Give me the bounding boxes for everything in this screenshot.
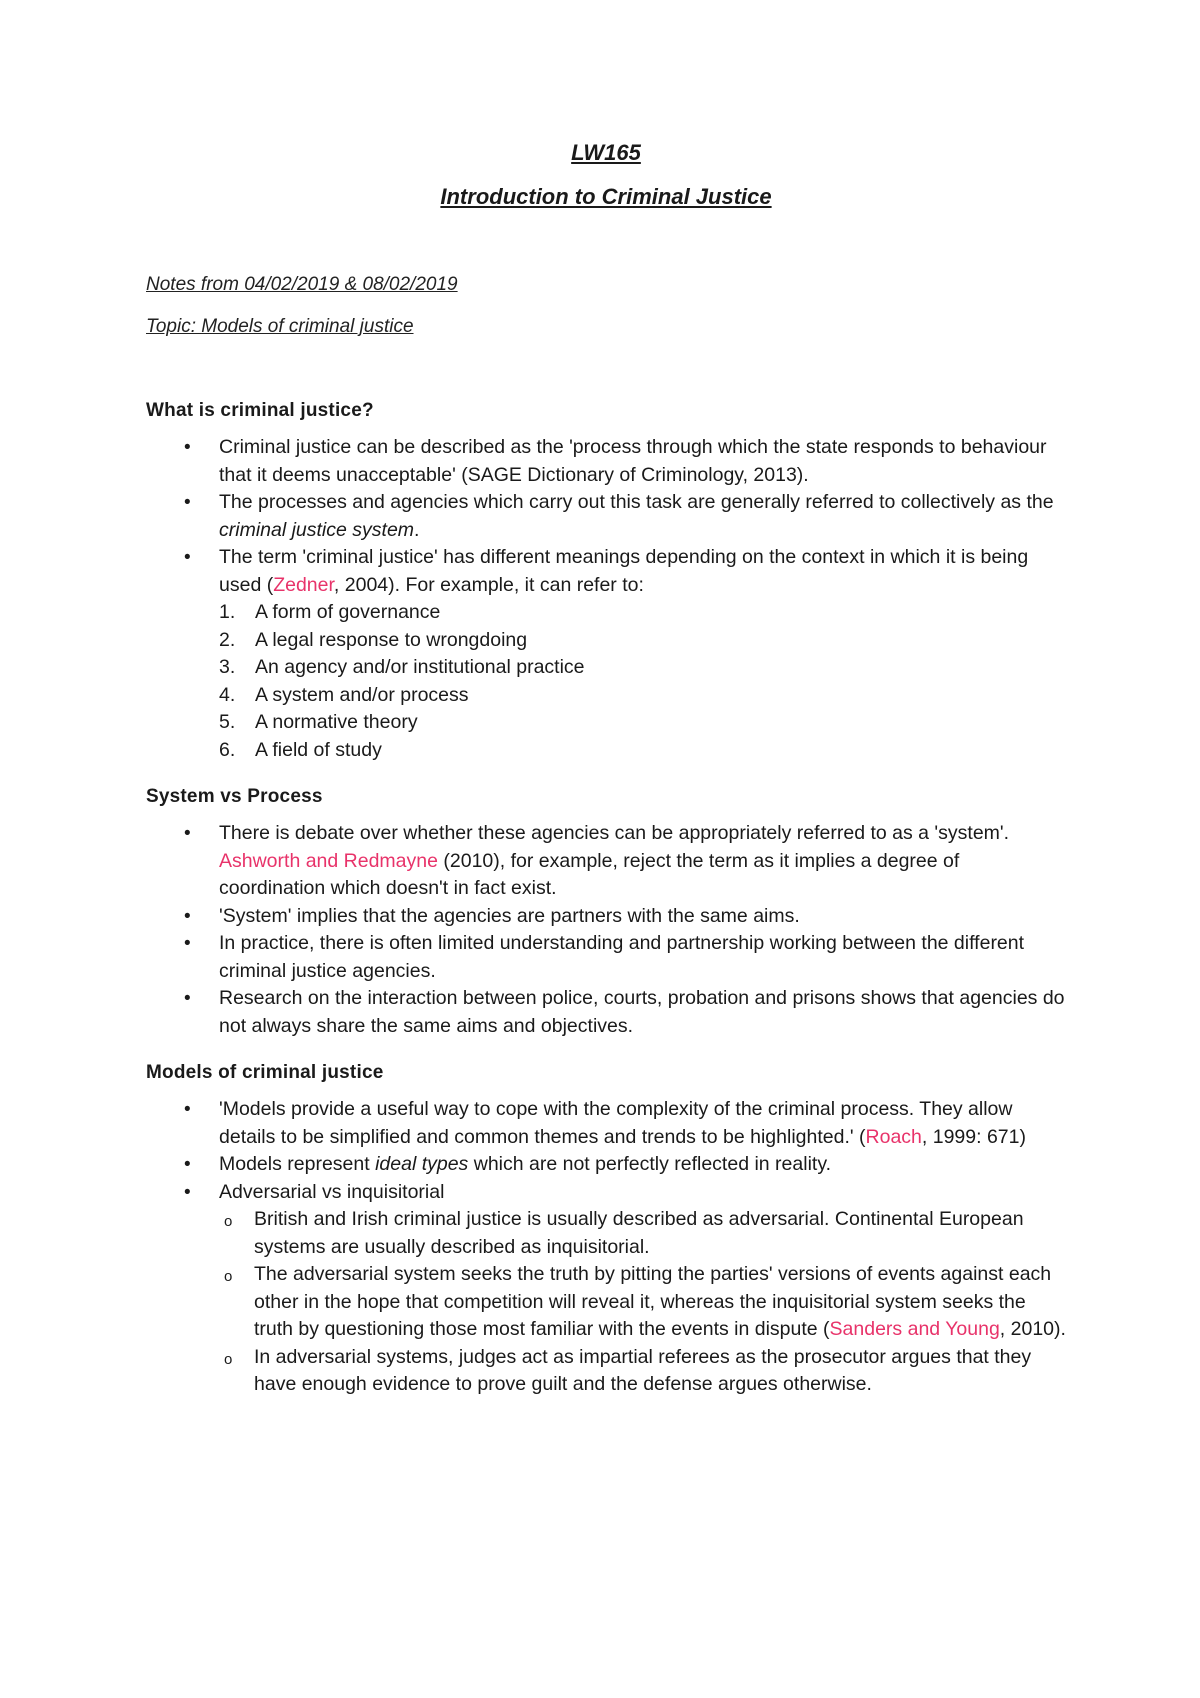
reference-link[interactable]: Roach <box>865 1125 922 1148</box>
section-heading: System vs Process <box>146 786 323 807</box>
bullet-icon: • <box>184 1154 191 1175</box>
section-system-vs-process <box>146 786 1066 1040</box>
course-title: Introduction to Criminal Justice <box>440 184 772 209</box>
section-heading: What is criminal justice? <box>146 400 374 421</box>
bullet-list <box>146 820 1066 1040</box>
list-item: • Models represent ideal types which are not perfectly reflected in reality. <box>146 1151 1066 1179</box>
numbered-list-item <box>219 682 1066 710</box>
list-number: 4. <box>219 683 236 706</box>
list-number: 1. <box>219 601 236 623</box>
section-what-is-criminal-justice <box>146 400 1066 764</box>
bullet-icon: • <box>184 437 191 458</box>
list-item: • Criminal justice can be described as the 'process through which the state responds to behaviour that it deems unacceptable' (SAGE Dictionary of Criminology, 2013). <box>184 436 1047 486</box>
numbered-list-item <box>219 737 1066 765</box>
emphasis: ideal types <box>375 1153 469 1175</box>
notes-date-line: Notes from 04/02/2019 & 08/02/2019 <box>146 274 458 295</box>
circle-bullet-icon: o <box>224 1268 233 1285</box>
sub-bullet-list <box>219 1206 1066 1399</box>
bullet-list <box>146 434 1066 764</box>
reference-link[interactable]: Ashworth and Redmayne <box>219 849 438 872</box>
sub-list-item: o The adversarial system seeks the truth by pitting the parties' versions of events against each other in the hope that competition will reveal it, whereas the inquisitorial system seeks the truth by questioning those most familiar with the events in dispute (Sanders and Young, 2010). <box>224 1263 1066 1340</box>
list-item: • 'System' implies that the agencies are partners with the same aims. <box>146 903 1066 931</box>
sub-list-item: o British and Irish criminal justice is usually described as adversarial. Continental European systems are usually described as inquisitorial. <box>224 1208 1024 1258</box>
bullet-icon: • <box>184 988 191 1009</box>
numbered-list-item <box>219 627 1066 655</box>
numbered-list <box>219 599 1066 764</box>
reference-link[interactable]: Sanders and Young <box>829 1318 1000 1340</box>
bullet-icon: • <box>184 547 191 568</box>
list-number: 5. <box>219 711 236 733</box>
list-item: • 'Models provide a useful way to cope with the complexity of the criminal process. They allow details to be simplified and common themes and trends to be highlighted.' (Roach, 1999: 671) <box>184 1098 1026 1148</box>
emphasis: criminal justice system <box>219 518 415 541</box>
bullet-icon: • <box>184 492 191 513</box>
sub-list-item: o In adversarial systems, judges act as impartial referees as the prosecutor argues that they have enough evidence to prove guilt and the defense argues otherwise. <box>224 1345 1032 1395</box>
list-item: • The processes and agencies which carry out this task are generally referred to collectively as the criminal justice system. <box>184 491 1054 541</box>
document-body <box>146 140 1066 1421</box>
section-models-of-criminal-justice <box>146 1062 1066 1399</box>
course-code: LW165 <box>571 140 641 165</box>
list-item: • There is debate over whether these agencies can be appropriately referred to as a 'system'. Ashworth and Redmayne (2010), for example, reject the term as it implies a degree of coordination which doesn't in fact exist. <box>184 822 1010 899</box>
list-item-text: A legal response to wrongdoing <box>255 628 528 651</box>
bullet-icon: • <box>184 905 191 927</box>
bullet-icon: • <box>184 1181 191 1203</box>
list-item: • Research on the interaction between police, courts, probation and prisons shows that agencies do not always share the same aims and objectives. <box>184 987 1065 1037</box>
list-item-text: A system and/or process <box>255 683 469 706</box>
reference-link[interactable]: Zedner <box>273 573 334 596</box>
bullet-icon: • <box>184 933 191 954</box>
list-item-text: A form of governance <box>255 601 441 623</box>
section-heading: Models of criminal justice <box>146 1062 384 1083</box>
bullet-icon: • <box>184 1099 191 1120</box>
list-item: • In practice, there is often limited understanding and partnership working between the different criminal justice agencies. <box>184 932 1025 982</box>
list-item-text: A field of study <box>255 738 382 761</box>
list-item: • Adversarial vs inquisitorial o British and Irish criminal justice is usually described as adversarial. Continental European systems are usually described as inquisitorial. o The adversarial system seeks the truth by pitting the parties' versions of events against each other in the hope that competition will reveal it, whereas the inquisitorial system seeks the truth by questioning those most familiar with the events in dispute (Sanders and Young, 2010). o In adversarial systems, judges act as impartial referees as the prosecutor argues that they have enough evidence to prove guilt and the defense argues otherwise. <box>146 1179 1066 1399</box>
list-item-text: A normative theory <box>255 711 418 733</box>
bullet-icon: • <box>184 823 191 844</box>
circle-bullet-icon: o <box>224 1213 233 1230</box>
list-number: 6. <box>219 738 236 761</box>
bullet-list <box>146 1096 1066 1399</box>
numbered-list-item <box>219 709 1066 737</box>
list-number: 2. <box>219 628 236 651</box>
list-number: 3. <box>219 656 236 678</box>
topic-line: Topic: Models of criminal justice <box>146 316 414 337</box>
numbered-list-item <box>219 599 1066 627</box>
list-item-text: An agency and/or institutional practice <box>255 656 585 678</box>
numbered-list-item <box>219 654 1066 682</box>
circle-bullet-icon: o <box>224 1350 233 1368</box>
list-item: • The term 'criminal justice' has different meanings depending on the context in which it is being used (Zedner, 2004). For example, it can refer to: 1. A form of governance 2. A legal response to wrongdoing 3. An agency and/or institutional practice 4. A system and/or process 5. A normative theory 6. A field of study <box>146 544 1066 764</box>
